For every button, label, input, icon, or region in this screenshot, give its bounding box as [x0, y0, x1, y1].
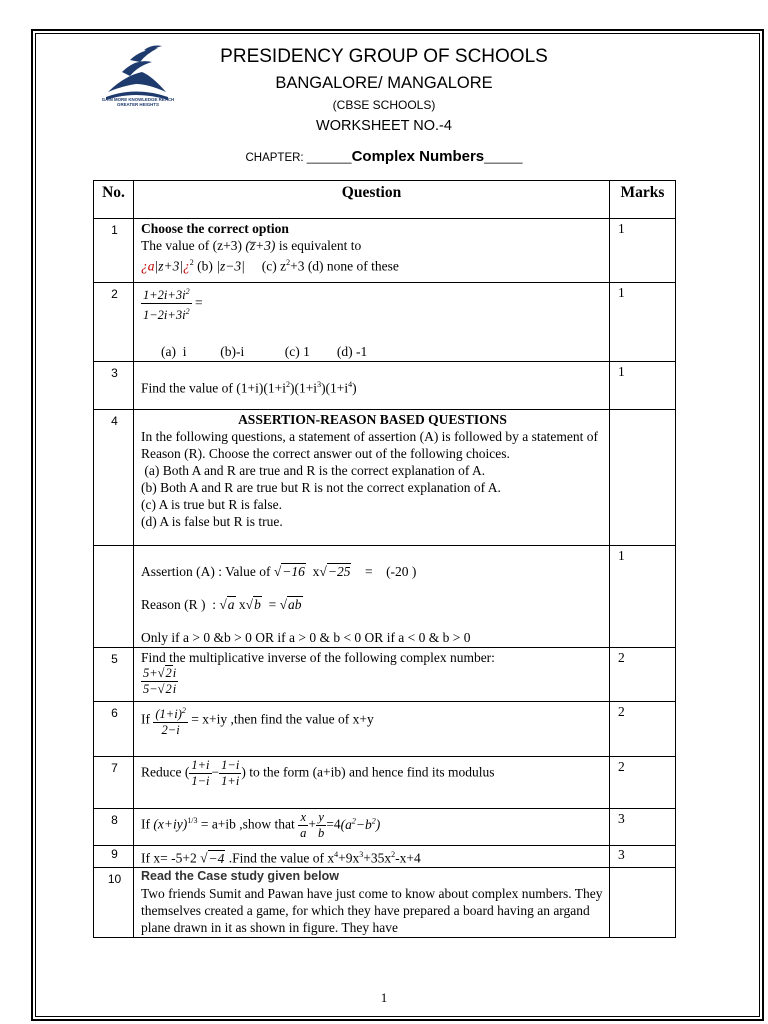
assertion-intro: In the following questions, a statement of assertion (A) is followed by a statement of Reason (R). Choose the correct answer out of the following choices. [141, 429, 599, 462]
chapter-line [0, 148, 768, 165]
chapter-name: Complex Numbers [351, 148, 485, 165]
chapter-label: CHAPTER: _______ [245, 152, 352, 164]
school-board: (CBSE SCHOOLS) [332, 98, 436, 112]
header-marks: Marks [610, 181, 676, 219]
question-marks: 3 [610, 846, 676, 868]
question-marks: 1 [610, 546, 676, 648]
question-marks: 1 [610, 219, 676, 283]
question-text: $\frac{1+2i+3i^2}{1-2i+3i^2}$ = (a) i (b)-i (c) 1 (d) -1 [134, 283, 610, 362]
table-row [94, 410, 676, 546]
option-c: (c) A is true but R is false. [141, 497, 282, 513]
question-text: Choose the correct option The value of (z+3) (z̅+3) is equivalent to ¿a|z+3|¿$^2$ (b) |z−3| (c) $z^2+3$ (d) none of these [134, 219, 610, 283]
option-d: (d) A is false but R is true. [141, 514, 283, 530]
question-text [134, 410, 610, 546]
question-number: 10 [94, 867, 134, 937]
table-header-row [94, 181, 676, 219]
question-marks: 3 [610, 809, 676, 846]
logo-caption: GAIN MORE KNOWLEDGE REACH GREATER HEIGHTS [101, 97, 175, 107]
option-b: (b) Both A and R are true but R is not the correct explanation of A. [141, 480, 501, 496]
question-title: Choose the correct option [141, 221, 289, 236]
question-number: 4 [94, 410, 134, 546]
question-text: Reduce ( $\frac{1+i}{1-i}$ − $\frac{1-i}{1+i}$ ) to the form (a+ib) and hence find its modulus [134, 757, 610, 809]
case-study-title: Read the Case study given below [141, 868, 339, 883]
question-number: 5 [94, 648, 134, 702]
question-number [94, 546, 134, 648]
question-number: 7 [94, 757, 134, 809]
question-text: If x= -5+2 √−4 .Find the value of $x^4+9x^3+35x^2-x+4$ [134, 846, 610, 868]
question-number: 3 [94, 362, 134, 410]
question-text: Assertion (A) : Value of √−16 x√−25 = (-20 ) Reason (R ) : √a x√b = √ab Only if a > 0 &b > 0 OR if a > 0 & b < 0 OR if a < 0 & b > 0 [134, 546, 610, 648]
table-row [94, 846, 676, 868]
question-number: 9 [94, 846, 134, 868]
table-row [94, 648, 676, 702]
question-marks: 2 [610, 648, 676, 702]
school-location: BANGALORE/ MANGALORE [275, 74, 493, 92]
question-marks: 1 [610, 283, 676, 362]
school-name: PRESIDENCY GROUP OF SCHOOLS [220, 46, 548, 67]
case-study-text: Two friends Sumit and Pawan have just come to know about complex numbers. They themselves created a game, for which they have prepared a board having an argand plane drawn in it as shown in figure. They have [141, 885, 603, 935]
table-row [94, 283, 676, 362]
section-heading: ASSERTION-REASON BASED QUESTIONS [238, 412, 507, 428]
options: (a) i (b)-i (c) 1 (d) -1 [161, 344, 368, 360]
header-question: Question [134, 181, 610, 219]
question-marks: 1 [610, 362, 676, 410]
question-number: 8 [94, 809, 134, 846]
table-row [94, 362, 676, 410]
table-row [94, 757, 676, 809]
table-row [94, 219, 676, 283]
table-row [94, 867, 676, 937]
table-row [94, 809, 676, 846]
worksheet-number: WORKSHEET NO.-4 [316, 118, 452, 134]
header-no: No. [94, 181, 134, 219]
question-text: If $\frac{(1+i)^2}{2-i}$ = x+iy ,then find the value of x+y [134, 702, 610, 757]
question-text: If $(x+iy)^{1/3} = a+ib$ ,show that $\frac{x}{a}$ + $\frac{y}{b}$ $=4(a^2-b^2)$ [134, 809, 610, 846]
page-number: 1 [380, 990, 388, 1005]
question-marks: 2 [610, 702, 676, 757]
chapter-tail: ______ [484, 152, 523, 164]
table-row [94, 702, 676, 757]
condition: Only if a > 0 &b > 0 OR if a > 0 & b < 0 OR if a < 0 & b > 0 [141, 630, 471, 646]
question-number: 2 [94, 283, 134, 362]
option-a: (a) Both A and R are true and R is the correct explanation of A. [141, 463, 486, 479]
question-marks [610, 867, 676, 937]
table-row [94, 546, 676, 648]
question-text: Find the value of $(1+i)(1+i^2)(1+i^3)(1+i^4)$ [134, 362, 610, 410]
question-marks [610, 410, 676, 546]
question-text [134, 867, 610, 937]
question-text: Find the multiplicative inverse of the following complex number: $\frac{5+√2i}{5-√2i}$ [134, 648, 610, 702]
question-marks: 2 [610, 757, 676, 809]
question-number: 6 [94, 702, 134, 757]
question-number: 1 [94, 219, 134, 283]
question-table [93, 180, 676, 938]
